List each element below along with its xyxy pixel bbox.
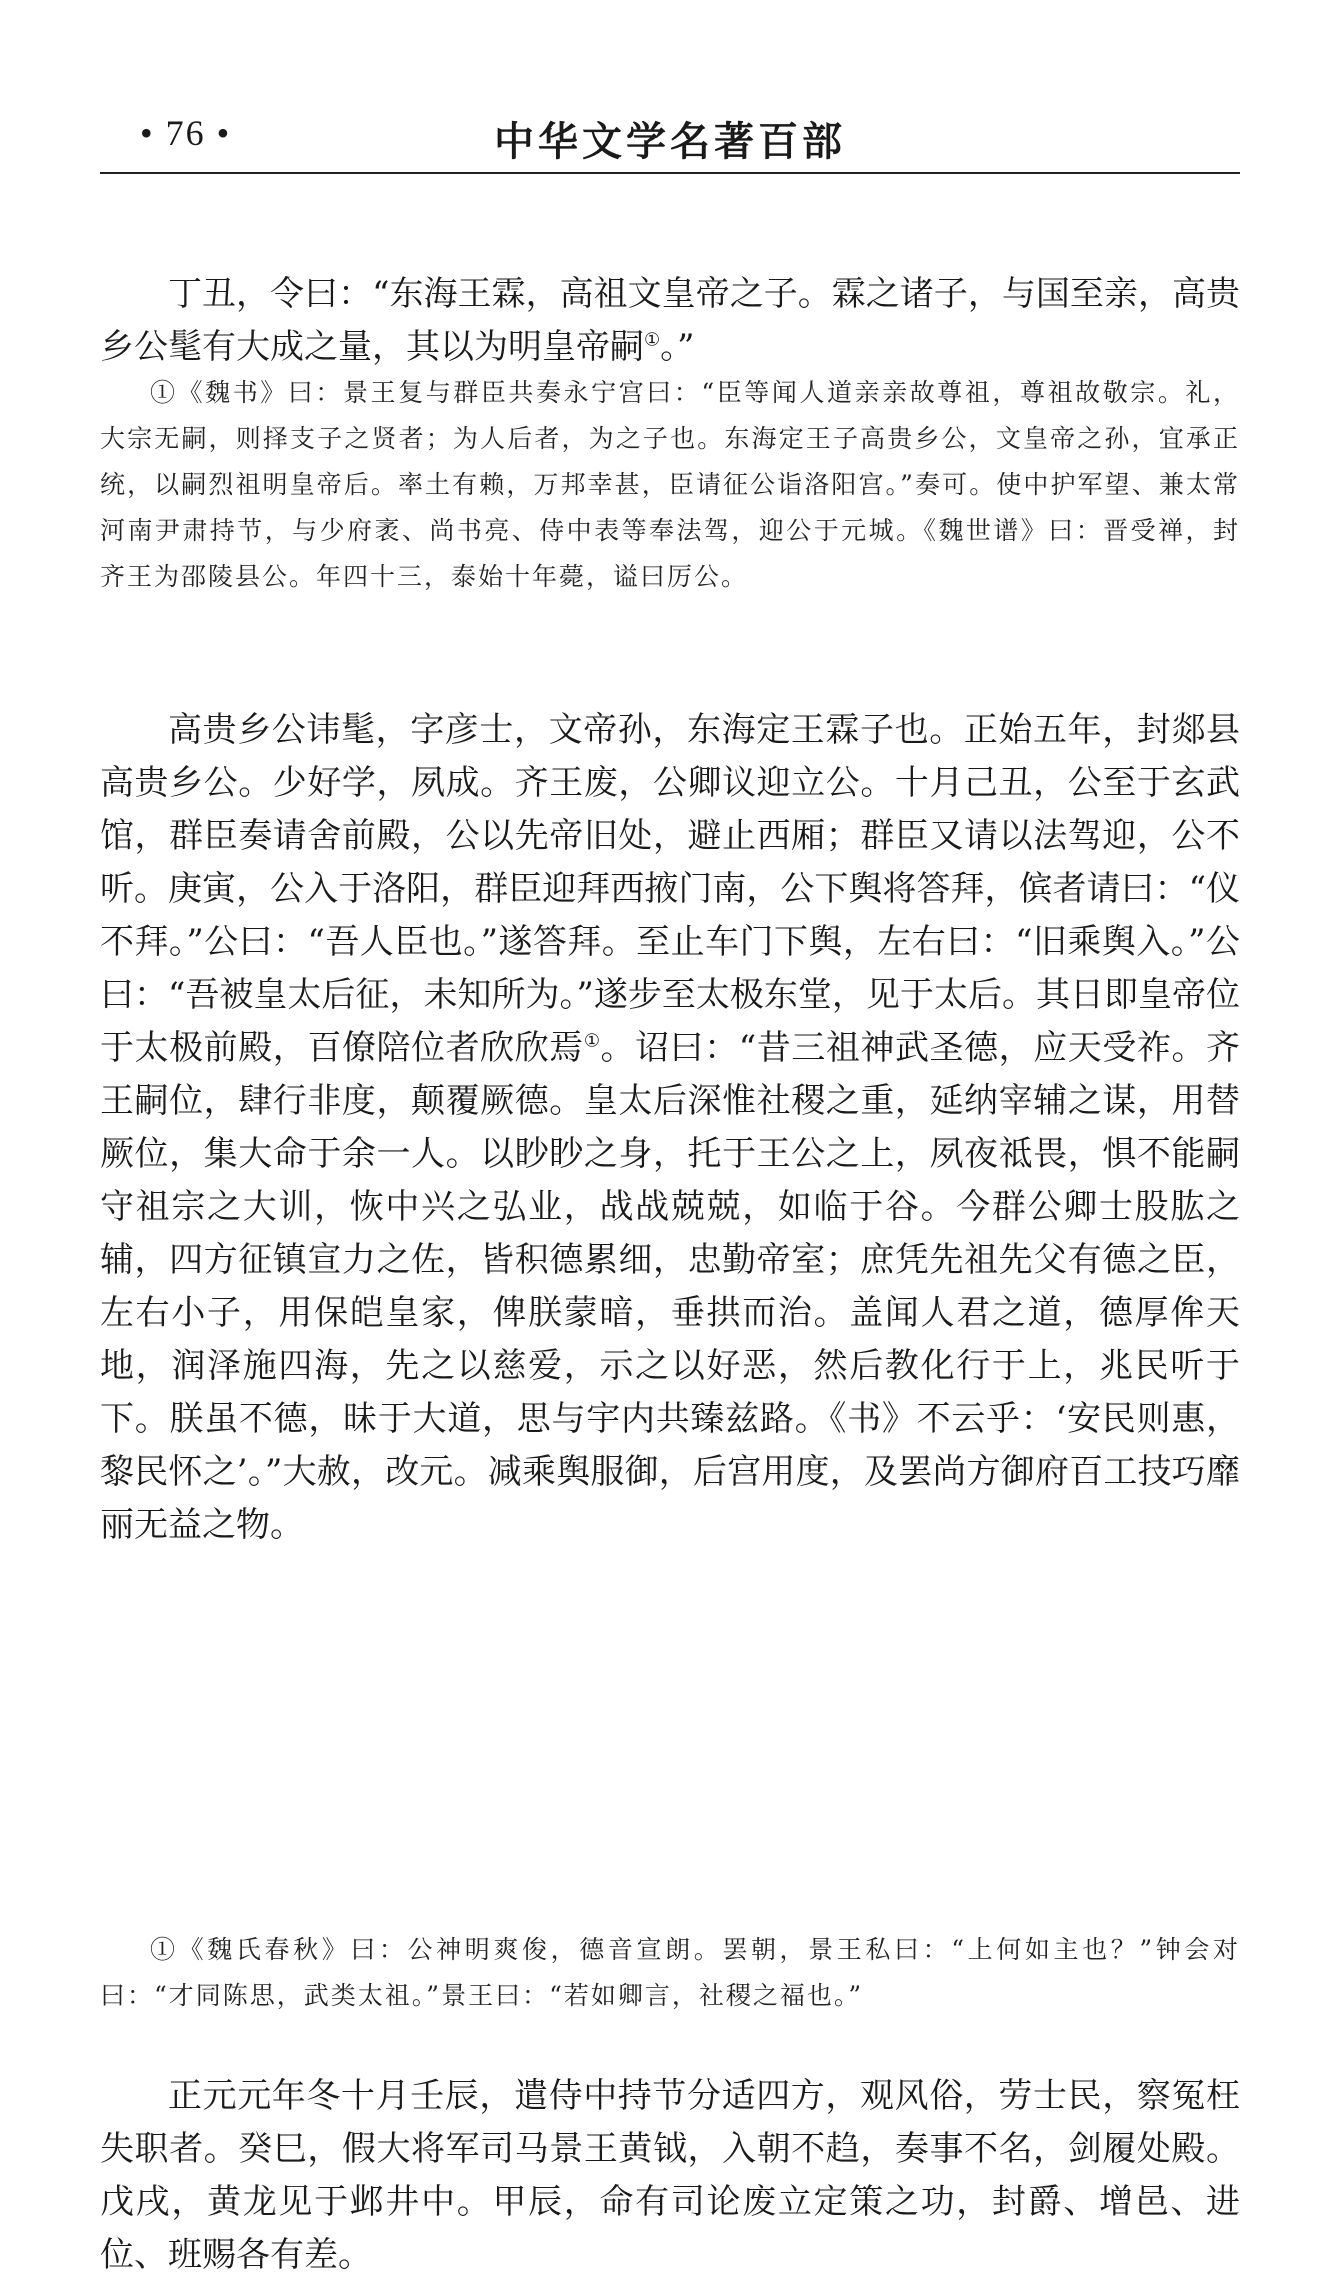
paragraph-2-tail: 。诏曰：“昔三祖神武圣德，应天受祚。齐王嗣位，肆行非度，颠覆厥德。皇太后深惟社稷之重，延纳宰辅之谋，用替厥位，集大命于余一人。以眇眇之身，托于王公之上，夙夜祗畏，惧不能嗣守祖宗之大训，恢中兴之弘业，战战兢兢，如临于谷。今群公卿士股肱之辅，四方征镇宣力之佐，皆积德累细，忠勤帝室；庶凭先祖先父有德之臣，左右小子，用保皑皇家，俾朕蒙暗，垂拱而治。盖闻人君之道，德厚侔天地，润泽施四海，先之以慈爱，示之以好恶，然后教化行于上，兆民听于下。朕虽不德，昧于大道，思与宇内共臻兹路。《书》不云乎：‘安民则惠，黎民怀之’。”大赦，改元。减乘舆服御，后宫用度，及罢尚方御府百工技巧靡丽无益之物。 [100,1028,1241,1545]
footnote-marker: ① [583,1030,601,1052]
page-number: • 76 • [140,113,232,153]
footnote-1 [100,370,1240,600]
footnote-1-text: ①《魏书》曰：景王复与群臣共奏永宁宫曰：“臣等闻人道亲亲故尊祖，尊祖故敬宗。礼，大宗无嗣，则择支子之贤者；为人后者，为之子也。东海定王子高贵乡公，文皇帝之孙，宜承正统，以嗣烈祖明皇帝后。率土有赖，万邦幸甚，臣请征公诣洛阳宫。”奏可。使中护军望、兼太常河南尹肃持节，与少府袤、尚书亮、侍中表等奉法驾，迎公于元城。《魏世谱》曰：晋受禅，封齐王为邵陵县公。年四十三，泰始十年薨，谥曰厉公。 [100,378,1240,591]
paragraph-2 [100,704,1240,1552]
paragraph-1-text: 丁丑，令曰：“东海王霖，高祖文皇帝之子。霖之诸子，与国至亲，高贵乡公髦有大成之量，其以为明皇帝嗣 [100,274,1240,367]
paragraph-1-tail: 。” [660,327,695,367]
paragraph-3 [100,2070,1240,2282]
header-rule [100,172,1240,174]
paragraph-1 [100,268,1240,374]
footnote-2 [100,1927,1240,2019]
footnote-marker: ① [644,329,661,351]
paragraph-3-text: 正元元年冬十月壬辰，遣侍中持节分适四方，观风俗，劳士民，察冤枉失职者。癸巳，假大将军司马景王黄钺，入朝不趋，奏事不名，剑履处殿。戊戌，黄龙见于邺井中。甲辰，命有司论废立定策之功，封爵、增邑、进位、班赐各有差。 [100,2076,1240,2275]
footnote-2-text: ①《魏氏春秋》曰：公神明爽俊，德音宣朗。罢朝，景王私曰：“上何如主也？”钟会对曰：“才同陈思，武类太祖。”景王曰：“若如卿言，社稷之福也。” [100,1935,1240,2010]
paragraph-2-text: 高贵乡公讳髦，字彦士，文帝孙，东海定王霖子也。正始五年，封郯县高贵乡公。少好学，夙成。齐王废，公卿议迎立公。十月己丑，公至于玄武馆，群臣奏请舍前殿，公以先帝旧处，避止西厢；群臣又请以法驾迎，公不听。庚寅，公入于洛阳，群臣迎拜西掖门南，公下舆将答拜，傧者请曰：“仪不拜。”公曰：“吾人臣也。”遂答拜。至止车门下舆，左右曰：“旧乘舆入。”公曰：“吾被皇太后征，未知所为。”遂步至太极东堂，见于太后。其日即皇帝位于太极前殿，百僚陪位者欣欣焉 [100,710,1240,1068]
book-title: 中华文学名著百部 [494,118,846,165]
running-header [100,110,1240,172]
